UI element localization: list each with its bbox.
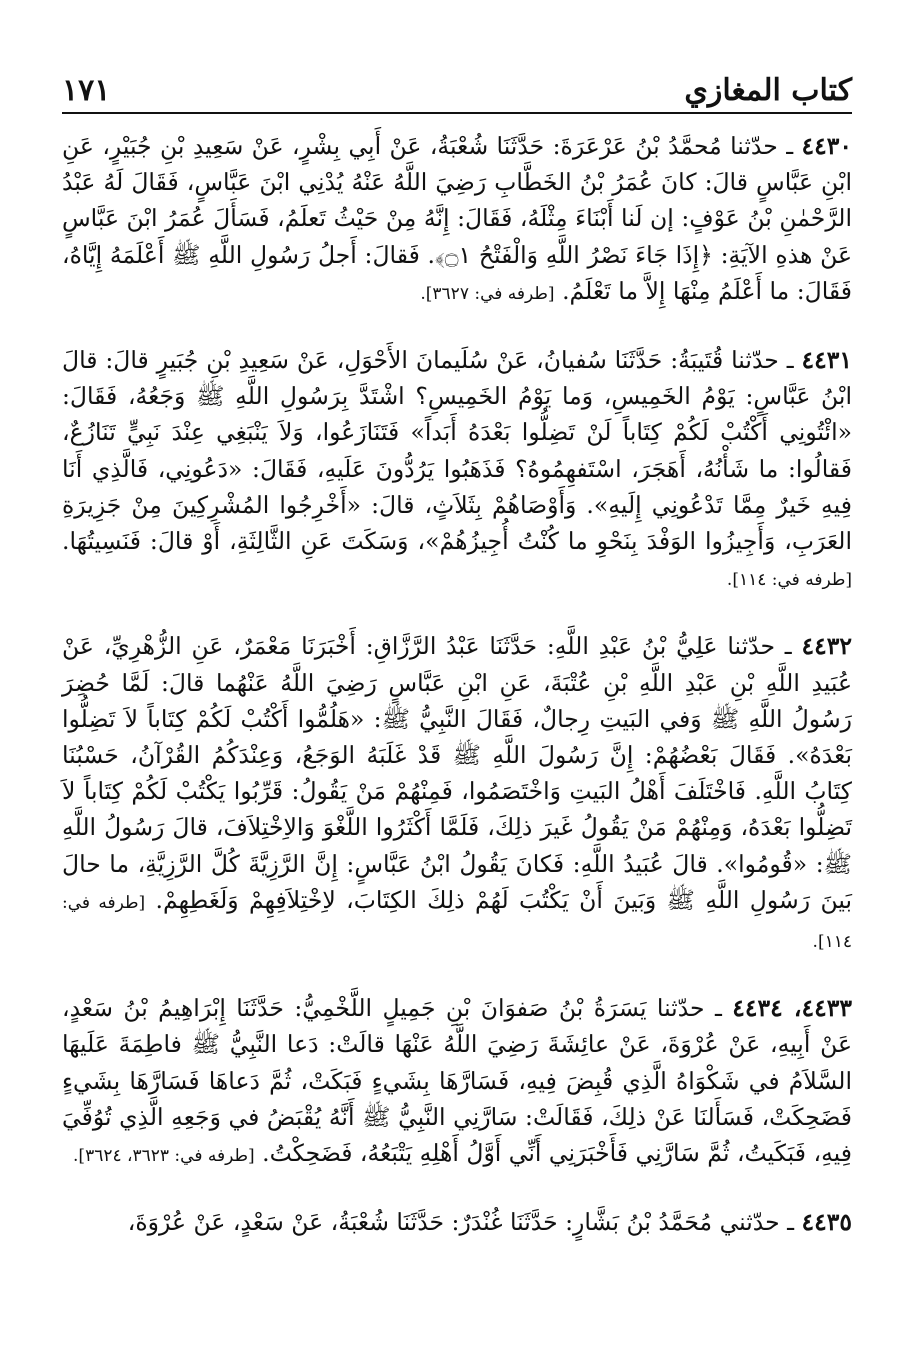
hadith-text: ـ حدّثنا عَلِيُّ بْنُ عَبْدِ اللَّهِ: حَدَّثَنَا عَبْدُ الرَّزَّاقِ: أَخْبَرَنَا مَعْمَرٌ، عَنِ الزُّهْرِيِّ، عَنْ عُبَيدِ اللَّهِ بْنِ عَبْدِ اللَّهِ بْنِ عُتْبَةَ، عَنِ ابْنِ عَبَّاسٍ رَضِيَ اللَّهُ عَنْهُما قالَ: لَمَّا حُضِرَ رَسُولُ اللَّهِ ﷺ وَفي البَيتِ رِجالٌ، فَقَالَ النَّبِيُّ ﷺ: «هَلُمُّوا أَكْتُبْ لَكُمْ كِتَاباً لاَ تَضِلُّوا بَعْدَهُ». فَقَالَ بَعْضُهُمْ: إِنَّ رَسُولَ اللَّهِ ﷺ قَدْ غَلَبَهُ الوَجَعُ، وَعِنْدَكُمُ القُرْآنُ، حَسْبُنَا كِتَابُ اللَّهِ. فَاخْتَلَفَ أَهْلُ البَيتِ وَاخْتَصَمُوا، فَمِنْهُمْ مَنْ يَقُولُ: قَرِّبُوا يَكْتُبْ لَكُمْ كِتَاباً لاَ تَضِلُّوا بَعْدَهُ، وَمِنْهُمْ مَنْ يَقُولُ غَيرَ ذلِكَ، فَلَمَّا أَكْثَرُوا اللَّغْوَ وَالاِخْتِلاَفَ، قالَ رَسُولُ اللَّهِ ﷺ: «قُومُوا». قالَ عُبَيدُ اللَّهِ: فَكانَ يَقُولُ ابْنُ عَبَّاسٍ: إِنَّ الرَّزِيَّةَ كُلَّ الرَّزِيَّةِ، ما حالَ بَينَ رَسُولِ اللَّهِ ﷺ وَبَينَ أَنْ يَكْتُبَ لَهُمْ ذلِكَ الكِتَابَ، لاِخْتِلاَفِهِمْ وَلَغَطِهِمْ. (62, 632, 852, 914)
hadith-cross-reference: [طرفه في: ٣٦٢٧]. (420, 283, 555, 304)
hadith-text: ـ حدّثنا قُتَيبَةُ: حَدَّثَنَا سُفيانُ، عَنْ سُلَيمانَ الأَحْوَلِ، عَنْ سَعِيدِ بْنِ جُبَيرٍ قالَ: قالَ ابْنُ عَبَّاسٍ: يَوْمُ الخَمِيسِ، وَما يَوْمُ الخَمِيسِ؟ اشْتَدَّ بِرَسُولِ اللَّهِ ﷺ وَجَعُهُ، فَقَالَ: «ائْتُونِي أَكْتُبْ لَكُمْ كِتَاباً لَنْ تَضِلُّوا بَعْدَهُ أَبَداً» فَتَنَازَعُوا، وَلاَ يَنْبَغِي عِنْدَ نَبِيٍّ تَنَازُعٌ، فَقالُوا: ما شَأْنُهُ، أَهَجَرَ، اسْتَفهِمُوهُ؟ فَذَهَبُوا يَرُدُّونَ عَلَيهِ، فَقَالَ: «دَعُونِي، فَالَّذِي أَنَا فِيهِ خَيرٌ مِمَّا تَدْعُونِي إِلَيهِ». وَأَوْصَاهُمْ بِثَلاَثٍ، قالَ: «أَخْرِجُوا المُشْرِكِينَ مِنْ جَزِيرَةِ العَرَبِ، وَأَجِيزُوا الوَفْدَ بِنَحْوِ ما كُنْتُ أُجِيزُهُمْ»، وَسَكَتَ عَنِ الثَّالِثَةِ، أَوْ قالَ: فَنَسِيتُهَا. (62, 346, 853, 556)
hadith-cross-reference: [طرفه في: ٣٦٢٣، ٣٦٢٤]. (73, 1146, 255, 1167)
hadith-cross-reference: [طرفه في: ١١٤]. (62, 892, 852, 953)
hadith-text: ـ حدّثنا يَسَرَةُ بْنُ صَفوَانَ بْنِ جَمِيلٍ اللَّخْمِيُّ: حَدَّثَنَا إِبْرَاهِيمُ بْنُ سَعْدٍ، عَنْ أَبِيهِ، عَنْ عُرْوَةَ، عَنْ عائِشَةَ رَضِيَ اللَّهُ عَنْهَا قالَتْ: دَعا النَّبِيُّ ﷺ فاطِمَةَ عَلَيهَا السَّلاَمُ في شَكْوَاهُ الَّذِي قُبِضَ فِيهِ، فَسَارَّهَا بِشَيءٍ فَبَكَتْ، ثُمَّ دَعاهَا فَسَارَّهَا بِشَيءٍ فَضَحِكَتْ، فَسَأَلنَا عَنْ ذلِكَ، فَقَالَتْ: سَارَّنِي النَّبِيُّ ﷺ أَنَّهُ يُقْبَضُ في وَجَعِهِ الَّذِي تُوُفِّيَ فِيهِ، فَبَكَيتُ، ثُمَّ سَارَّنِي فَأَخْبَرَنِي أَنِّي أَوَّلُ أَهْلِهِ يَتْبَعُهُ، فَضَحِكْتُ. (62, 994, 852, 1168)
hadith-number: ٤٤٣٥ (801, 1208, 852, 1237)
page-header (62, 56, 852, 108)
hadith-cross-reference: [طرفه في: ١١٤]. (726, 570, 852, 591)
hadith-4432 (62, 628, 852, 960)
hadith-number: ٤٤٣٣، ٤٤٣٤ (732, 994, 852, 1023)
hadith-text: ـ حدّثنا مُحمَّدُ بْنُ عَرْعَرَةَ: حَدَّثَنَا شُعْبَةُ، عَنْ أَبِي بِشْرٍ، عَنْ سَعِيدِ بْنِ جُبَيْرٍ، عَنِ ابْنِ عَبَّاسٍ قالَ: كانَ عُمَرُ بْنُ الخَطَّابِ رَضِيَ اللَّهُ عَنْهُ يُدْنِي ابْنَ عَبَّاسٍ، فَقَالَ لَهُ عَبْدُ الرَّحْمٰنِ بْنُ عَوْفٍ: إن لَنا أَبْنَاءَ مِثْلَهُ، فَقَالَ: إِنَّهُ مِنْ حَيْثُ تَعلَمُ، فَسَأَلَ عُمَرُ ابْنَ عَبَّاسٍ عَنْ هذهِ الآيَةِ: ﴿إِذَا جَاءَ نَصْرُ اللَّهِ وَالْفَتْحُ ۝١﴾. فَقالَ: أَجلُ رَسُولِ اللَّهِ ﷺ أَعْلَمَهُ إِيَّاهُ، فَقَالَ: ما أَعْلَمُ مِنْهَا إِلاَّ ما تَعْلَمُ. (62, 132, 852, 305)
hadith-4431 (62, 342, 852, 598)
hadith-number: ٤٤٣١ (801, 346, 852, 375)
hadith-number: ٤٤٣٢ (801, 632, 852, 661)
page-number: ١٧١ (62, 73, 111, 108)
hadith-number: ٤٤٣٠ (801, 132, 852, 160)
header-rule (62, 112, 852, 114)
hadith-4433-4434 (62, 990, 852, 1174)
hadith-4430 (62, 128, 852, 312)
page-body (62, 128, 852, 1240)
book-title: كتاب المغازي (684, 73, 852, 108)
hadith-4435 (62, 1204, 852, 1240)
hadith-text: ـ حدّثني مُحَمَّدُ بْنُ بَشَّارٍ: حَدَّثَنَا غُنْدَرٌ: حَدَّثَنَا شُعْبَةُ، عَنْ سَعْدٍ، عَنْ عُرْوَةَ، (127, 1208, 795, 1237)
